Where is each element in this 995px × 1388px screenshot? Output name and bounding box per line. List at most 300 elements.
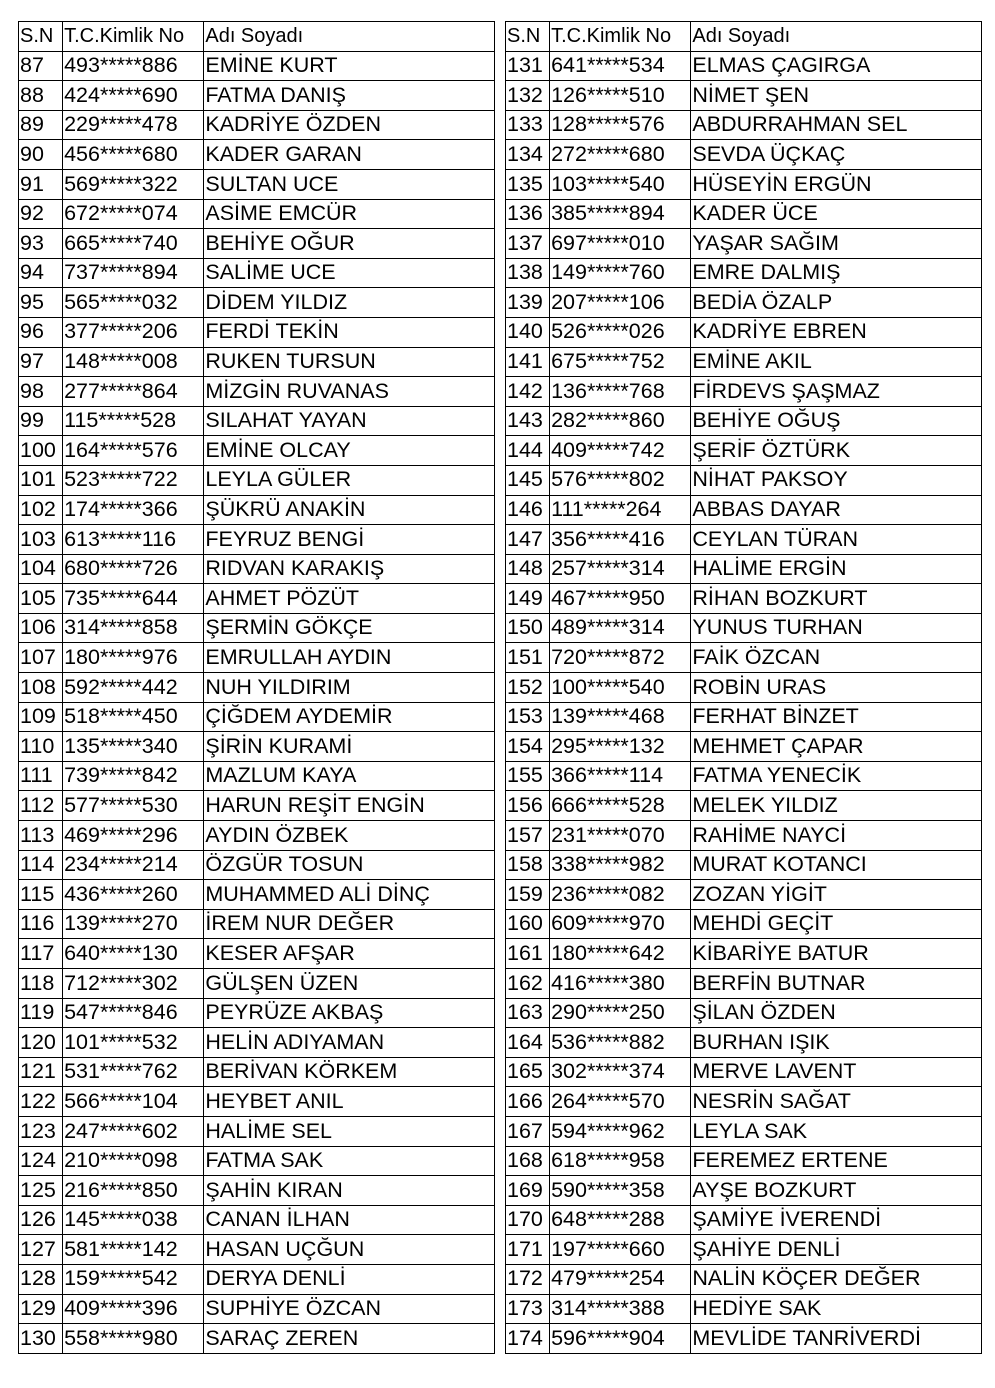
cell-tc: 290*****250: [550, 998, 691, 1028]
cell-name: MİZGİN RUVANAS: [204, 377, 495, 407]
cell-tc: 180*****976: [63, 643, 204, 673]
table-row: [19, 702, 495, 732]
table-row: [19, 554, 495, 584]
table-right: [505, 21, 982, 1354]
cell-name: MERVE LAVENT: [691, 1057, 982, 1087]
cell-tc: 216*****850: [63, 1176, 204, 1206]
cell-tc: 149*****760: [550, 258, 691, 288]
table-row: [19, 1028, 495, 1058]
cell-sn: 140: [506, 317, 550, 347]
cell-name: FERHAT BİNZET: [691, 702, 982, 732]
cell-tc: 518*****450: [63, 702, 204, 732]
cell-name: BURHAN IŞIK: [691, 1028, 982, 1058]
table-row: [506, 229, 982, 259]
cell-tc: 229*****478: [63, 110, 204, 140]
cell-sn: 91: [19, 169, 63, 199]
cell-name: EMRULLAH AYDIN: [204, 643, 495, 673]
cell-name: BERFİN BUTNAR: [691, 969, 982, 999]
cell-tc: 231*****070: [550, 821, 691, 851]
cell-name: AYŞE BOZKURT: [691, 1176, 982, 1206]
cell-tc: 103*****540: [550, 169, 691, 199]
cell-tc: 618*****958: [550, 1146, 691, 1176]
cell-sn: 136: [506, 199, 550, 229]
cell-name: SULTAN UCE: [204, 169, 495, 199]
table-row: [19, 821, 495, 851]
cell-tc: 680*****726: [63, 554, 204, 584]
table-row: [506, 643, 982, 673]
cell-name: HARUN REŞİT ENGİN: [204, 791, 495, 821]
header-row: [19, 22, 495, 52]
cell-sn: 134: [506, 140, 550, 170]
cell-tc: 609*****970: [550, 909, 691, 939]
table-row: [19, 939, 495, 969]
cell-tc: 596*****904: [550, 1324, 691, 1354]
cell-sn: 115: [19, 880, 63, 910]
cell-tc: 640*****130: [63, 939, 204, 969]
table-row: [19, 880, 495, 910]
table-row: [19, 525, 495, 555]
table-row: [19, 673, 495, 703]
cell-name: FATMA YENECİK: [691, 761, 982, 791]
cell-tc: 720*****872: [550, 643, 691, 673]
cell-name: NİMET ŞEN: [691, 81, 982, 111]
table-row: [506, 1057, 982, 1087]
cell-sn: 114: [19, 850, 63, 880]
table-row: [506, 584, 982, 614]
cell-tc: 282*****860: [550, 406, 691, 436]
cell-sn: 157: [506, 821, 550, 851]
cell-name: MEHMET ÇAPAR: [691, 732, 982, 762]
table-row: [19, 1294, 495, 1324]
table-row: [506, 1324, 982, 1354]
cell-sn: 129: [19, 1294, 63, 1324]
table-row: [19, 317, 495, 347]
cell-tc: 613*****116: [63, 525, 204, 555]
table-row: [506, 406, 982, 436]
cell-sn: 162: [506, 969, 550, 999]
cell-tc: 558*****980: [63, 1324, 204, 1354]
cell-name: PEYRÜZE AKBAŞ: [204, 998, 495, 1028]
table-row: [506, 969, 982, 999]
table-row: [506, 1028, 982, 1058]
table-row: [19, 791, 495, 821]
cell-name: AYDIN ÖZBEK: [204, 821, 495, 851]
table-row: [506, 288, 982, 318]
table-row: [506, 850, 982, 880]
table-row: [506, 347, 982, 377]
cell-name: YAŞAR SAĞIM: [691, 229, 982, 259]
cell-sn: 133: [506, 110, 550, 140]
cell-sn: 174: [506, 1324, 550, 1354]
table-row: [19, 969, 495, 999]
cell-tc: 139*****468: [550, 702, 691, 732]
cell-tc: 101*****532: [63, 1028, 204, 1058]
cell-tc: 314*****388: [550, 1294, 691, 1324]
cell-tc: 641*****534: [550, 51, 691, 81]
cell-tc: 569*****322: [63, 169, 204, 199]
cell-name: ŞAMİYE İVERENDİ: [691, 1205, 982, 1235]
cell-sn: 107: [19, 643, 63, 673]
cell-tc: 526*****026: [550, 317, 691, 347]
table-row: [19, 732, 495, 762]
cell-sn: 153: [506, 702, 550, 732]
table-row: [19, 465, 495, 495]
cell-name: AHMET PÖZÜT: [204, 584, 495, 614]
cell-sn: 156: [506, 791, 550, 821]
cell-tc: 493*****886: [63, 51, 204, 81]
cell-tc: 531*****762: [63, 1057, 204, 1087]
cell-tc: 139*****270: [63, 909, 204, 939]
cell-name: FATMA DANIŞ: [204, 81, 495, 111]
cell-sn: 154: [506, 732, 550, 762]
table-row: [506, 1176, 982, 1206]
cell-sn: 170: [506, 1205, 550, 1235]
header-sn: S.N: [19, 22, 63, 52]
cell-name: LEYLA GÜLER: [204, 465, 495, 495]
cell-tc: 675*****752: [550, 347, 691, 377]
cell-name: İREM NUR DEĞER: [204, 909, 495, 939]
table-row: [506, 761, 982, 791]
cell-sn: 112: [19, 791, 63, 821]
cell-sn: 150: [506, 613, 550, 643]
table-row: [19, 258, 495, 288]
table-row: [506, 791, 982, 821]
cell-name: ŞÜKRÜ ANAKİN: [204, 495, 495, 525]
cell-sn: 141: [506, 347, 550, 377]
cell-sn: 139: [506, 288, 550, 318]
table-row: [506, 1235, 982, 1265]
cell-sn: 166: [506, 1087, 550, 1117]
cell-sn: 110: [19, 732, 63, 762]
cell-tc: 577*****530: [63, 791, 204, 821]
cell-name: DERYA DENLİ: [204, 1264, 495, 1294]
cell-sn: 127: [19, 1235, 63, 1265]
table-row: [19, 1324, 495, 1354]
table-row: [506, 436, 982, 466]
cell-sn: 88: [19, 81, 63, 111]
table-row: [506, 169, 982, 199]
cell-tc: 100*****540: [550, 673, 691, 703]
table-row: [19, 1057, 495, 1087]
cell-sn: 99: [19, 406, 63, 436]
cell-sn: 94: [19, 258, 63, 288]
cell-tc: 356*****416: [550, 525, 691, 555]
cell-name: HALİME SEL: [204, 1116, 495, 1146]
table-row: [506, 258, 982, 288]
table-row: [506, 1087, 982, 1117]
table-row: [506, 140, 982, 170]
cell-name: MELEK YILDIZ: [691, 791, 982, 821]
cell-tc: 739*****842: [63, 761, 204, 791]
cell-name: KADER ÜCE: [691, 199, 982, 229]
cell-tc: 385*****894: [550, 199, 691, 229]
table-row: [19, 1176, 495, 1206]
cell-tc: 128*****576: [550, 110, 691, 140]
cell-tc: 295*****132: [550, 732, 691, 762]
table-row: [19, 909, 495, 939]
cell-tc: 145*****038: [63, 1205, 204, 1235]
cell-sn: 158: [506, 850, 550, 880]
table-row: [506, 880, 982, 910]
cell-name: EMİNE OLCAY: [204, 436, 495, 466]
cell-name: KİBARİYE BATUR: [691, 939, 982, 969]
cell-tc: 469*****296: [63, 821, 204, 851]
cell-sn: 98: [19, 377, 63, 407]
cell-name: SILAHAT YAYAN: [204, 406, 495, 436]
cell-name: KESER AFŞAR: [204, 939, 495, 969]
table-row: [19, 169, 495, 199]
cell-sn: 172: [506, 1264, 550, 1294]
table-row: [19, 377, 495, 407]
cell-name: ŞERİF ÖZTÜRK: [691, 436, 982, 466]
table-row: [19, 347, 495, 377]
cell-name: FEYRUZ BENGİ: [204, 525, 495, 555]
cell-sn: 143: [506, 406, 550, 436]
table-row: [506, 554, 982, 584]
cell-sn: 128: [19, 1264, 63, 1294]
table-left-body: [19, 51, 495, 1353]
cell-name: SALİME UCE: [204, 258, 495, 288]
cell-sn: 93: [19, 229, 63, 259]
cell-name: RUKEN TURSUN: [204, 347, 495, 377]
cell-sn: 89: [19, 110, 63, 140]
cell-sn: 145: [506, 465, 550, 495]
table-row: [506, 1146, 982, 1176]
header-sn: S.N: [506, 22, 550, 52]
cell-sn: 131: [506, 51, 550, 81]
table-row: [19, 1264, 495, 1294]
cell-sn: 125: [19, 1176, 63, 1206]
cell-name: FERDİ TEKİN: [204, 317, 495, 347]
cell-sn: 168: [506, 1146, 550, 1176]
table-row: [506, 317, 982, 347]
cell-tc: 210*****098: [63, 1146, 204, 1176]
table-row: [19, 229, 495, 259]
cell-name: SEVDA ÜÇKAÇ: [691, 140, 982, 170]
cell-sn: 155: [506, 761, 550, 791]
cell-tc: 136*****768: [550, 377, 691, 407]
table-row: [19, 140, 495, 170]
cell-tc: 159*****542: [63, 1264, 204, 1294]
cell-name: FİRDEVS ŞAŞMAZ: [691, 377, 982, 407]
cell-sn: 119: [19, 998, 63, 1028]
cell-name: ŞAHİN KIRAN: [204, 1176, 495, 1206]
cell-name: EMRE DALMIŞ: [691, 258, 982, 288]
cell-sn: 95: [19, 288, 63, 318]
cell-name: MUHAMMED ALİ DİNÇ: [204, 880, 495, 910]
cell-sn: 138: [506, 258, 550, 288]
cell-tc: 672*****074: [63, 199, 204, 229]
cell-tc: 424*****690: [63, 81, 204, 111]
cell-name: HASAN UÇĞUN: [204, 1235, 495, 1265]
table-row: [19, 584, 495, 614]
cell-name: FAİK ÖZCAN: [691, 643, 982, 673]
cell-sn: 100: [19, 436, 63, 466]
cell-name: ŞİLAN ÖZDEN: [691, 998, 982, 1028]
table-row: [506, 51, 982, 81]
cell-tc: 666*****528: [550, 791, 691, 821]
cell-sn: 117: [19, 939, 63, 969]
cell-name: ASİME EMCÜR: [204, 199, 495, 229]
cell-name: RİHAN BOZKURT: [691, 584, 982, 614]
cell-tc: 665*****740: [63, 229, 204, 259]
cell-tc: 456*****680: [63, 140, 204, 170]
cell-sn: 109: [19, 702, 63, 732]
cell-sn: 122: [19, 1087, 63, 1117]
table-row: [19, 110, 495, 140]
cell-name: ABDURRAHMAN SEL: [691, 110, 982, 140]
cell-name: FEREMEZ ERTENE: [691, 1146, 982, 1176]
cell-sn: 116: [19, 909, 63, 939]
cell-name: HELİN ADIYAMAN: [204, 1028, 495, 1058]
cell-tc: 735*****644: [63, 584, 204, 614]
cell-tc: 126*****510: [550, 81, 691, 111]
cell-sn: 111: [19, 761, 63, 791]
cell-tc: 111*****264: [550, 495, 691, 525]
cell-name: GÜLŞEN ÜZEN: [204, 969, 495, 999]
table-row: [19, 761, 495, 791]
table-row: [506, 495, 982, 525]
table-row: [506, 81, 982, 111]
table-row: [19, 436, 495, 466]
cell-sn: 149: [506, 584, 550, 614]
cell-sn: 108: [19, 673, 63, 703]
cell-tc: 467*****950: [550, 584, 691, 614]
cell-sn: 113: [19, 821, 63, 851]
table-row: [506, 732, 982, 762]
cell-tc: 174*****366: [63, 495, 204, 525]
cell-tc: 234*****214: [63, 850, 204, 880]
cell-name: NALİN KÖÇER DEĞER: [691, 1264, 982, 1294]
header-tc: T.C.Kimlik No: [550, 22, 691, 52]
cell-tc: 565*****032: [63, 288, 204, 318]
cell-sn: 135: [506, 169, 550, 199]
cell-name: EMİNE AKIL: [691, 347, 982, 377]
cell-tc: 697*****010: [550, 229, 691, 259]
table-row: [506, 998, 982, 1028]
cell-sn: 142: [506, 377, 550, 407]
cell-sn: 164: [506, 1028, 550, 1058]
cell-sn: 106: [19, 613, 63, 643]
table-row: [506, 1294, 982, 1324]
cell-tc: 115*****528: [63, 406, 204, 436]
table-row: [19, 1146, 495, 1176]
cell-name: NESRİN SAĞAT: [691, 1087, 982, 1117]
table-row: [506, 702, 982, 732]
cell-sn: 148: [506, 554, 550, 584]
cell-sn: 96: [19, 317, 63, 347]
table-row: [506, 465, 982, 495]
cell-sn: 161: [506, 939, 550, 969]
cell-name: BEHİYE OĞUŞ: [691, 406, 982, 436]
cell-sn: 87: [19, 51, 63, 81]
cell-tc: 180*****642: [550, 939, 691, 969]
cell-name: ÖZGÜR TOSUN: [204, 850, 495, 880]
cell-sn: 130: [19, 1324, 63, 1354]
cell-name: HEDİYE SAK: [691, 1294, 982, 1324]
cell-name: MEHDİ GEÇİT: [691, 909, 982, 939]
cell-sn: 97: [19, 347, 63, 377]
cell-tc: 592*****442: [63, 673, 204, 703]
cell-name: ZOZAN YİGİT: [691, 880, 982, 910]
cell-tc: 135*****340: [63, 732, 204, 762]
cell-sn: 126: [19, 1205, 63, 1235]
cell-tc: 314*****858: [63, 613, 204, 643]
cell-tc: 489*****314: [550, 613, 691, 643]
cell-name: ŞAHİYE DENLİ: [691, 1235, 982, 1265]
cell-name: HALİME ERGİN: [691, 554, 982, 584]
cell-tc: 648*****288: [550, 1205, 691, 1235]
cell-sn: 151: [506, 643, 550, 673]
table-row: [506, 199, 982, 229]
table-row: [506, 909, 982, 939]
cell-sn: 92: [19, 199, 63, 229]
cell-tc: 416*****380: [550, 969, 691, 999]
cell-sn: 118: [19, 969, 63, 999]
table-right-body: [506, 51, 982, 1353]
cell-name: ŞİRİN KURAMİ: [204, 732, 495, 762]
table-row: [19, 1116, 495, 1146]
cell-name: ABBAS DAYAR: [691, 495, 982, 525]
cell-name: DİDEM YILDIZ: [204, 288, 495, 318]
cell-sn: 104: [19, 554, 63, 584]
table-row: [19, 850, 495, 880]
cell-name: ÇİĞDEM AYDEMİR: [204, 702, 495, 732]
cell-name: ELMAS ÇAGIRGA: [691, 51, 982, 81]
cell-name: RIDVAN KARAKIŞ: [204, 554, 495, 584]
table-row: [19, 495, 495, 525]
cell-name: FATMA SAK: [204, 1146, 495, 1176]
cell-sn: 173: [506, 1294, 550, 1324]
cell-sn: 132: [506, 81, 550, 111]
header-name: Adı Soyadı: [204, 22, 495, 52]
cell-sn: 90: [19, 140, 63, 170]
table-row: [506, 673, 982, 703]
cell-tc: 338*****982: [550, 850, 691, 880]
cell-name: KADRİYE ÖZDEN: [204, 110, 495, 140]
table-row: [506, 377, 982, 407]
cell-name: MAZLUM KAYA: [204, 761, 495, 791]
cell-sn: 160: [506, 909, 550, 939]
cell-sn: 105: [19, 584, 63, 614]
table-row: [19, 643, 495, 673]
cell-tc: 576*****802: [550, 465, 691, 495]
cell-sn: 144: [506, 436, 550, 466]
cell-name: ŞERMİN GÖKÇE: [204, 613, 495, 643]
cell-tc: 581*****142: [63, 1235, 204, 1265]
cell-sn: 169: [506, 1176, 550, 1206]
table-row: [506, 821, 982, 851]
cell-sn: 103: [19, 525, 63, 555]
cell-tc: 737*****894: [63, 258, 204, 288]
cell-tc: 566*****104: [63, 1087, 204, 1117]
table-row: [19, 1235, 495, 1265]
table-row: [19, 1205, 495, 1235]
cell-tc: 436*****260: [63, 880, 204, 910]
cell-name: RAHİME NAYCİ: [691, 821, 982, 851]
cell-name: MEVLİDE TANRİVERDİ: [691, 1324, 982, 1354]
cell-tc: 207*****106: [550, 288, 691, 318]
cell-sn: 123: [19, 1116, 63, 1146]
cell-tc: 302*****374: [550, 1057, 691, 1087]
cell-sn: 137: [506, 229, 550, 259]
cell-name: SUPHİYE ÖZCAN: [204, 1294, 495, 1324]
table-row: [506, 1205, 982, 1235]
cell-tc: 247*****602: [63, 1116, 204, 1146]
table-row: [19, 1087, 495, 1117]
cell-name: KADRİYE EBREN: [691, 317, 982, 347]
cell-sn: 102: [19, 495, 63, 525]
